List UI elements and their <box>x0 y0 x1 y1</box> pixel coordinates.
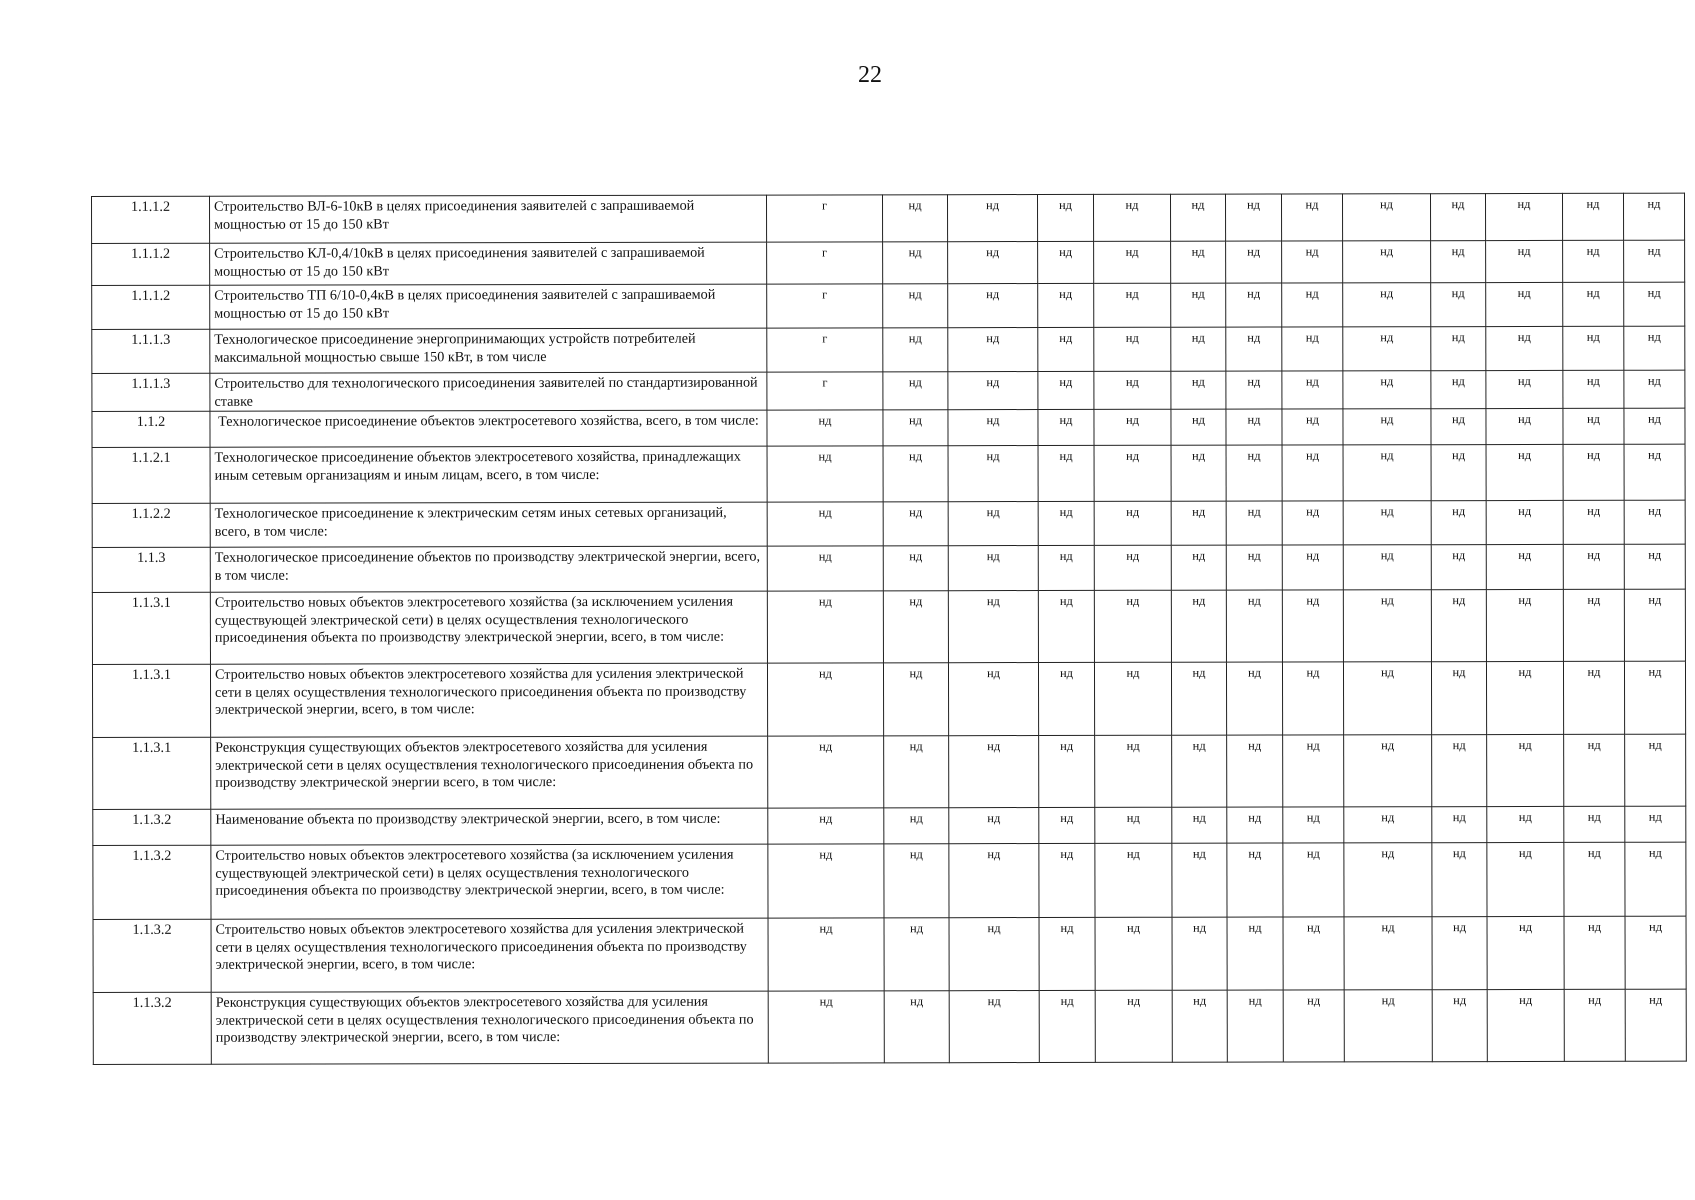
row-value: нд <box>883 502 948 546</box>
row-value: нд <box>1226 409 1282 445</box>
row-value: нд <box>1038 327 1094 371</box>
row-description: Строительство для технологического присоединения заявителей по стандартизированной ставке <box>210 372 767 411</box>
row-value: нд <box>1170 194 1225 241</box>
row-value: нд <box>1624 370 1685 408</box>
row-value: нд <box>1343 327 1431 371</box>
row-value: нд <box>1343 662 1431 735</box>
row-value: нд <box>1564 734 1625 806</box>
row-value: нд <box>1432 807 1487 843</box>
row-value: нд <box>1227 735 1283 807</box>
row-description: Строительство новых объектов электросетевого хозяйства (за исключением усиления существующей электрической сети) в целях осуществления технологического присоединения объекта по производству электрической энергии, всего, в том числе: <box>210 591 767 664</box>
row-value: нд <box>1094 241 1171 283</box>
row-value: г <box>767 372 883 410</box>
row-value: нд <box>1172 807 1227 843</box>
row-value: нд <box>768 918 884 991</box>
row-value: нд <box>1624 240 1685 282</box>
row-value: нд <box>884 918 949 991</box>
row-value: нд <box>1094 283 1171 327</box>
row-value: нд <box>884 844 949 918</box>
row-value: нд <box>884 991 949 1063</box>
row-description: Строительство ТП 6/10-0,4кВ в целях присоединения заявителей с запрашиваемой мощностью от 15 до 150 кВт <box>210 284 767 329</box>
row-value: нд <box>768 808 884 844</box>
row-value: нд <box>1431 501 1486 545</box>
row-value: нд <box>1431 545 1486 590</box>
row-value: нд <box>1039 735 1095 807</box>
row-value: нд <box>1094 545 1171 590</box>
table-row <box>93 842 1686 919</box>
table-body <box>92 193 1687 1064</box>
row-value: нд <box>1625 842 1686 916</box>
row-value: нд <box>948 242 1038 284</box>
row-value: нд <box>1039 807 1095 843</box>
row-value: нд <box>1431 445 1486 501</box>
row-value: нд <box>948 328 1038 372</box>
row-value: нд <box>1095 807 1172 843</box>
table-row <box>92 500 1685 547</box>
row-value: нд <box>1227 990 1283 1062</box>
row-value: нд <box>1094 590 1171 662</box>
table-row <box>92 661 1685 737</box>
row-value: нд <box>1432 843 1487 917</box>
table-row <box>92 326 1685 373</box>
row-value: нд <box>948 546 1038 591</box>
row-value: нд <box>768 736 884 808</box>
row-value: нд <box>883 546 948 591</box>
row-value: нд <box>1431 241 1486 283</box>
row-value: нд <box>767 546 883 591</box>
row-value: нд <box>1226 241 1282 283</box>
row-value: нд <box>1226 371 1282 409</box>
row-value: нд <box>1038 590 1094 662</box>
row-value: нд <box>949 844 1039 918</box>
row-value: нд <box>949 918 1039 991</box>
row-value: нд <box>1624 408 1685 444</box>
row-value: нд <box>1486 408 1563 444</box>
row-value: нд <box>1171 241 1226 283</box>
row-value: нд <box>1432 735 1487 807</box>
row-value: г <box>767 328 883 372</box>
row-value: нд <box>949 991 1039 1063</box>
row-value: нд <box>1095 735 1172 807</box>
row-value: нд <box>1563 544 1624 589</box>
row-description: Технологическое присоединение объектов по производству электрической энергии, всего, в том числе: <box>210 546 767 592</box>
row-value: г <box>767 284 883 328</box>
row-value: нд <box>1039 917 1095 990</box>
table-row <box>92 282 1685 329</box>
row-value: нд <box>1431 662 1486 735</box>
row-value: нд <box>948 372 1038 410</box>
row-value: нд <box>1343 545 1431 590</box>
row-value: нд <box>1282 371 1343 409</box>
row-value: нд <box>1226 283 1282 327</box>
row-value: нд <box>1227 843 1283 917</box>
row-value: нд <box>1564 989 1625 1061</box>
row-value: нд <box>1282 545 1343 590</box>
row-value: нд <box>1281 194 1342 241</box>
row-value: нд <box>1431 409 1486 445</box>
row-value: нд <box>948 663 1038 736</box>
row-value: нд <box>1172 843 1227 917</box>
table-row <box>92 444 1685 503</box>
row-value: нд <box>1037 194 1093 241</box>
row-value: нд <box>1563 408 1624 444</box>
row-value: нд <box>1038 241 1094 283</box>
row-value: нд <box>1431 371 1486 409</box>
table-row <box>92 370 1685 411</box>
row-value: нд <box>883 242 948 284</box>
row-value: нд <box>1039 990 1095 1062</box>
row-code: 1.1.3.1 <box>92 664 210 737</box>
row-value: нд <box>1282 590 1343 662</box>
row-value: нд <box>883 446 948 502</box>
row-value: нд <box>1430 194 1485 241</box>
row-description: Строительство КЛ-0,4/10кВ в целях присоединения заявителей с запрашиваемой мощностью от 15 до 150 кВт <box>210 242 767 285</box>
row-value: нд <box>1624 500 1685 544</box>
row-value: нд <box>883 372 948 410</box>
row-value: нд <box>884 736 949 808</box>
page-number: 22 <box>858 62 882 88</box>
row-value: нд <box>883 410 948 446</box>
table-row <box>93 989 1686 1064</box>
row-code: 1.1.3.2 <box>93 809 211 845</box>
row-value: нд <box>1564 842 1625 916</box>
row-code: 1.1.3.2 <box>93 919 211 992</box>
row-value: нд <box>1172 990 1227 1062</box>
table-row <box>92 240 1685 285</box>
row-value: нд <box>1226 327 1282 371</box>
row-value: нд <box>1486 282 1563 326</box>
row-value: нд <box>1625 806 1686 842</box>
row-value: нд <box>1344 843 1432 917</box>
row-value: нд <box>1094 371 1171 409</box>
row-value: нд <box>1563 500 1624 544</box>
row-value: нд <box>1625 734 1686 806</box>
row-description: Реконструкция существующих объектов электросетевого хозяйства для усиления электрической сети в целях осуществления технологического присоединения объекта по производству электрической энергии всего, в том числе: <box>211 736 768 809</box>
row-value: нд <box>1431 590 1486 662</box>
row-value: нд <box>948 410 1038 446</box>
row-value: нд <box>1344 917 1432 990</box>
row-value: нд <box>1283 807 1344 843</box>
row-value: нд <box>1093 194 1170 241</box>
row-value: нд <box>1485 193 1562 240</box>
row-value: нд <box>1625 916 1686 989</box>
table-row <box>92 408 1685 447</box>
row-value: нд <box>1625 989 1686 1061</box>
row-value: нд <box>949 808 1039 844</box>
row-value: нд <box>1094 501 1171 545</box>
row-value: нд <box>1095 843 1172 917</box>
row-value: нд <box>1624 444 1685 500</box>
row-value: нд <box>1282 283 1343 327</box>
row-value: нд <box>1283 990 1344 1062</box>
row-value: нд <box>767 446 883 502</box>
row-value: нд <box>1563 240 1624 282</box>
row-value: нд <box>1094 662 1171 735</box>
row-value: нд <box>1431 283 1486 327</box>
row-value: нд <box>1343 445 1431 501</box>
row-value: нд <box>883 591 948 663</box>
row-value: нд <box>1487 806 1564 842</box>
row-code: 1.1.3 <box>92 547 210 592</box>
row-value: нд <box>1282 241 1343 283</box>
row-value: нд <box>1486 444 1563 500</box>
row-code: 1.1.3.1 <box>92 592 210 664</box>
row-code: 1.1.1.2 <box>92 243 210 285</box>
row-value: нд <box>1038 283 1094 327</box>
row-code: 1.1.1.2 <box>92 196 210 243</box>
row-value: нд <box>1282 445 1343 501</box>
row-value: нд <box>882 195 947 242</box>
row-value: нд <box>1486 544 1563 589</box>
row-value: нд <box>768 844 884 918</box>
row-value: нд <box>1624 326 1685 370</box>
row-value: нд <box>1343 241 1431 283</box>
row-value: нд <box>1563 444 1624 500</box>
row-value: нд <box>1343 501 1431 545</box>
table-row <box>93 806 1686 845</box>
row-value: нд <box>1564 916 1625 989</box>
row-value: г <box>766 195 882 242</box>
row-value: нд <box>947 195 1037 242</box>
row-value: нд <box>1095 917 1172 990</box>
row-value: нд <box>1486 370 1563 408</box>
row-value: нд <box>1344 990 1432 1062</box>
row-value: нд <box>1038 501 1094 545</box>
row-description: Строительство ВЛ-6-10кВ в целях присоединения заявителей с запрашиваемой мощностью от 15 до 150 кВт <box>210 195 767 243</box>
row-value: нд <box>1283 917 1344 990</box>
row-value: нд <box>1563 370 1624 408</box>
row-value: нд <box>767 663 883 736</box>
row-value: нд <box>1487 842 1564 916</box>
table-row <box>93 734 1686 809</box>
row-value: нд <box>884 808 949 844</box>
row-value: нд <box>1171 327 1226 371</box>
row-code: 1.1.2 <box>92 411 210 447</box>
row-value: нд <box>1094 409 1171 445</box>
row-value: нд <box>1171 371 1226 409</box>
row-value: нд <box>1563 589 1624 661</box>
row-value: нд <box>883 284 948 328</box>
row-value: нд <box>1624 544 1685 589</box>
row-description: Строительство новых объектов электросетевого хозяйства для усиления электрической сети в целях осуществления технологического присоединения объекта по производству электрической энергии, всего, в том числе: <box>210 663 767 737</box>
row-value: нд <box>883 663 948 736</box>
row-value: нд <box>1282 327 1343 371</box>
row-value: нд <box>1343 409 1431 445</box>
row-description: Технологическое присоединение объектов электросетевого хозяйства, принадлежащих иным сетевым организациям и иным лицам, всего, в том числе: <box>210 446 767 503</box>
row-value: нд <box>1226 590 1282 662</box>
row-value: нд <box>1171 445 1226 501</box>
row-value: нд <box>1487 734 1564 806</box>
row-value: нд <box>1343 371 1431 409</box>
row-value: нд <box>1171 662 1226 735</box>
table-row <box>92 193 1685 243</box>
row-value: нд <box>1282 501 1343 545</box>
row-value: нд <box>1624 589 1685 661</box>
row-description: Строительство новых объектов электросетевого хозяйства (за исключением усиления существующей электрической сети) в целях осуществления технологического присоединения объекта по производству электрической энергии, всего, в том числе: <box>211 844 768 919</box>
row-description: Реконструкция существующих объектов электросетевого хозяйства для усиления электрической сети в целях осуществления технологического присоединения объекта по производству электрической энергии, всего, в том числе: <box>211 991 768 1064</box>
row-value: нд <box>1094 445 1171 501</box>
row-value: нд <box>1171 409 1226 445</box>
row-value: нд <box>949 736 1039 808</box>
table-row <box>92 589 1685 664</box>
row-value: нд <box>1039 843 1095 917</box>
row-code: 1.1.3.2 <box>93 845 211 919</box>
row-value: нд <box>1342 194 1430 241</box>
row-value: нд <box>1564 806 1625 842</box>
row-value: нд <box>1038 371 1094 409</box>
row-value: нд <box>1343 590 1431 662</box>
row-value: нд <box>948 591 1038 663</box>
row-value: нд <box>1343 283 1431 327</box>
row-value: нд <box>1432 917 1487 990</box>
row-value: нд <box>1225 194 1281 241</box>
table-row <box>93 916 1686 992</box>
row-value: нд <box>1487 989 1564 1061</box>
row-value: нд <box>1486 326 1563 370</box>
row-value: нд <box>1344 807 1432 843</box>
row-value: нд <box>1487 916 1564 989</box>
row-description: Строительство новых объектов электросетевого хозяйства для усиления электрической сети в целях осуществления технологического присоединения объекта по производству электрической энергии, всего, в том числе: <box>211 918 768 992</box>
row-value: нд <box>1172 735 1227 807</box>
row-value: нд <box>1563 282 1624 326</box>
row-value: нд <box>1282 409 1343 445</box>
row-code: 1.1.3.1 <box>93 737 211 809</box>
row-value: нд <box>1431 327 1486 371</box>
row-code: 1.1.2.2 <box>92 503 210 547</box>
row-description: Наименование объекта по производству электрической энергии, всего, в том числе: <box>211 808 768 845</box>
row-value: нд <box>767 410 883 446</box>
row-value: нд <box>1486 240 1563 282</box>
row-value: нд <box>1624 282 1685 326</box>
row-value: нд <box>1171 283 1226 327</box>
row-value: нд <box>1094 327 1171 371</box>
row-value: нд <box>1171 590 1226 662</box>
row-value: нд <box>1562 193 1623 240</box>
row-value: нд <box>1171 545 1226 590</box>
row-value: нд <box>948 446 1038 502</box>
row-value: нд <box>1227 917 1283 990</box>
row-value: нд <box>1283 843 1344 917</box>
row-value: нд <box>1226 501 1282 545</box>
row-code: 1.1.1.3 <box>92 373 210 411</box>
row-description: Технологическое присоединение объектов электросетевого хозяйства, всего, в том числе: <box>210 410 767 447</box>
row-value: нд <box>1624 661 1685 734</box>
row-value: нд <box>1344 735 1432 807</box>
row-value: нд <box>1623 193 1684 240</box>
row-value: нд <box>1095 990 1172 1062</box>
row-value: нд <box>883 328 948 372</box>
row-value: нд <box>767 591 883 663</box>
row-value: нд <box>1171 501 1226 545</box>
row-code: 1.1.1.2 <box>92 285 210 329</box>
row-value: нд <box>1227 807 1283 843</box>
row-value: нд <box>1226 545 1282 590</box>
row-description: Технологическое присоединение к электрическим сетям иных сетевых организаций, всего, в том числе: <box>210 502 767 547</box>
row-value: нд <box>1038 445 1094 501</box>
row-value: нд <box>1432 990 1487 1062</box>
row-value: нд <box>1226 445 1282 501</box>
row-value: нд <box>1172 917 1227 990</box>
row-description: Технологическое присоединение энергопринимающих устройств потребителей максимальной мощностью свыше 150 кВт, в том числе <box>210 328 767 373</box>
row-value: нд <box>1486 589 1563 661</box>
row-value: нд <box>1226 662 1282 735</box>
row-value: г <box>767 242 883 284</box>
row-value: нд <box>1038 662 1094 735</box>
row-value: нд <box>767 502 883 546</box>
row-value: нд <box>1038 545 1094 590</box>
investment-program-table <box>91 193 1687 1065</box>
row-code: 1.1.3.2 <box>93 992 211 1064</box>
row-value: нд <box>1282 662 1343 735</box>
row-value: нд <box>1563 661 1624 734</box>
row-value: нд <box>1283 735 1344 807</box>
row-value: нд <box>948 502 1038 546</box>
row-code: 1.1.1.3 <box>92 329 210 373</box>
row-value: нд <box>1486 661 1563 734</box>
row-code: 1.1.2.1 <box>92 447 210 503</box>
row-value: нд <box>768 991 884 1063</box>
row-value: нд <box>1038 409 1094 445</box>
row-value: нд <box>948 284 1038 328</box>
table-row <box>92 544 1685 592</box>
row-value: нд <box>1486 500 1563 544</box>
row-value: нд <box>1563 326 1624 370</box>
